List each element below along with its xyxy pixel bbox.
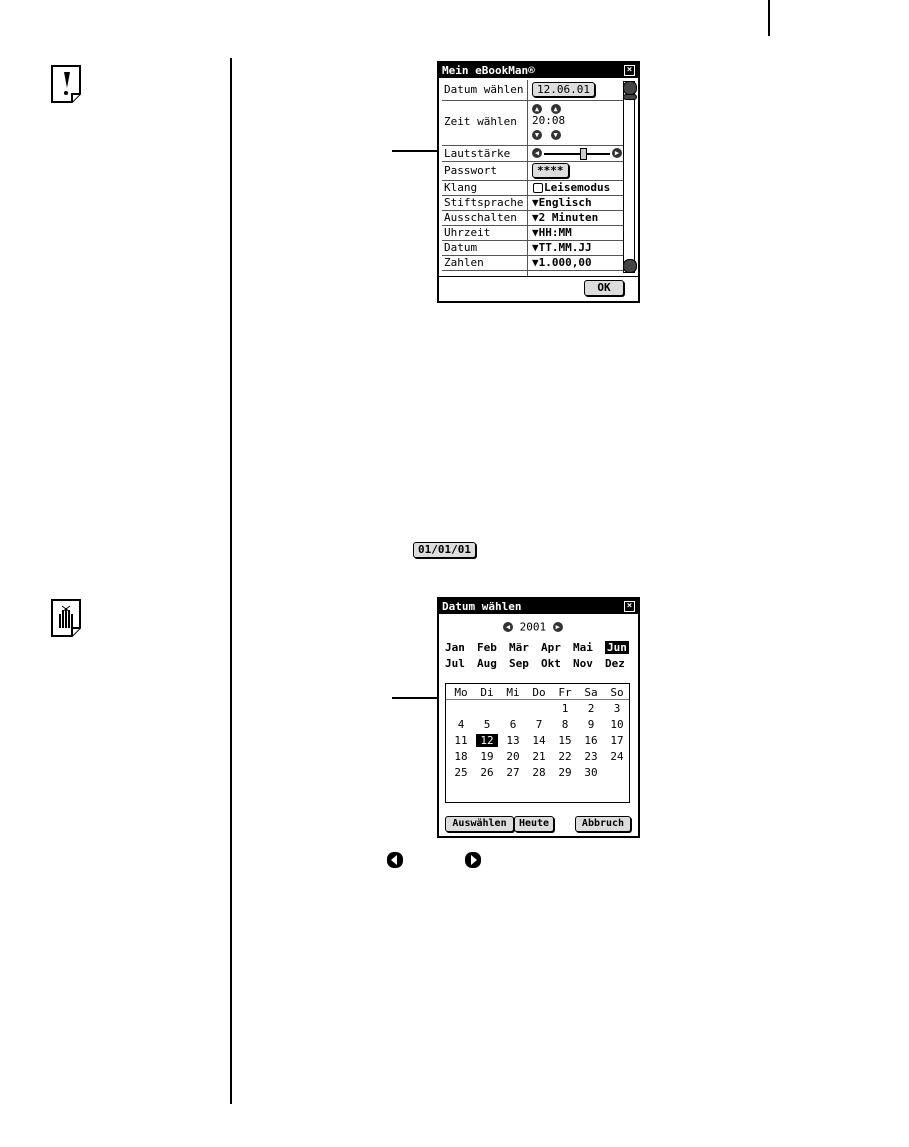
day-cell[interactable]: 15 <box>558 734 572 747</box>
day-cell[interactable]: 12 <box>476 734 498 747</box>
setting-label: Uhrzeit <box>444 226 491 239</box>
page-top-mark <box>768 0 770 36</box>
month-mär[interactable]: Mär <box>509 641 529 654</box>
month-okt[interactable]: Okt <box>541 657 561 670</box>
day-cell[interactable]: 19 <box>480 750 494 763</box>
today-button[interactable]: Heute <box>514 816 554 832</box>
date-button-example[interactable]: 01/01/01 <box>413 542 476 558</box>
day-cell[interactable]: 20 <box>506 750 520 763</box>
day-cell[interactable]: 24 <box>610 750 624 763</box>
month-jun[interactable]: Jun <box>607 641 627 654</box>
day-cell[interactable]: 21 <box>532 750 546 763</box>
year-label: 2001 <box>519 620 547 634</box>
day-cell[interactable]: 4 <box>457 718 465 731</box>
date-picker-window <box>437 597 640 838</box>
window-titlebar <box>439 63 638 78</box>
exclamation-note-icon <box>50 64 82 104</box>
setting-row-password <box>442 162 624 181</box>
day-cell[interactable]: 22 <box>558 750 572 763</box>
ok-button[interactable]: OK <box>584 280 624 296</box>
callout-line <box>392 150 438 152</box>
volume-down-icon[interactable]: ◀ <box>532 148 542 158</box>
setting-label: Datum <box>444 241 478 254</box>
weekday-label: Do <box>532 686 546 699</box>
weekday-label: Fr <box>558 686 572 699</box>
month-jul[interactable]: Jul <box>445 657 465 670</box>
setting-row-date <box>442 80 624 101</box>
setting-row-shutoff <box>442 211 624 226</box>
setting-row-pen-language <box>442 196 624 211</box>
settings-window <box>437 61 640 303</box>
day-cell[interactable]: 11 <box>454 734 468 747</box>
close-icon[interactable]: × <box>624 65 635 76</box>
year-selector <box>503 620 563 634</box>
setting-label: Passwort <box>444 164 497 177</box>
day-cell[interactable]: 29 <box>558 766 572 779</box>
close-icon[interactable]: × <box>624 601 635 612</box>
minute-down-icon[interactable]: ▼ <box>551 130 561 140</box>
volume-slider[interactable] <box>544 153 610 155</box>
weekday-label: So <box>610 686 624 699</box>
day-cell[interactable]: 7 <box>535 718 543 731</box>
setting-label: Klang <box>444 181 478 194</box>
setting-label: Stiftsprache <box>444 196 524 209</box>
setting-label: Zahlen <box>444 256 484 269</box>
prev-year-icon[interactable]: ◀ <box>503 622 513 632</box>
day-cell[interactable]: 6 <box>509 718 517 731</box>
month-mai[interactable]: Mai <box>573 641 593 654</box>
month-dez[interactable]: Dez <box>605 657 625 670</box>
day-cell[interactable]: 25 <box>454 766 468 779</box>
window-title: Mein eBookMan® <box>442 64 535 77</box>
column-divider <box>230 58 232 1104</box>
day-cell[interactable]: 30 <box>584 766 598 779</box>
hour-up-icon[interactable]: ▲ <box>532 104 542 114</box>
weekday-label: Di <box>480 686 494 699</box>
weekday-label: Mo <box>454 686 468 699</box>
next-year-icon[interactable]: ▶ <box>553 622 563 632</box>
cancel-button[interactable]: Abbruch <box>575 816 631 832</box>
setting-row-time-format <box>442 226 624 241</box>
setting-label: Lautstärke <box>444 147 511 160</box>
day-cell[interactable]: 16 <box>584 734 598 747</box>
day-cell[interactable]: 10 <box>610 718 624 731</box>
calendar-grid <box>445 683 630 803</box>
setting-row-volume <box>442 146 624 162</box>
day-cell[interactable]: 14 <box>532 734 546 747</box>
day-cell[interactable]: 1 <box>561 702 569 715</box>
day-cell[interactable]: 17 <box>610 734 624 747</box>
setting-row-number-format <box>442 256 624 271</box>
month-aug[interactable]: Aug <box>477 657 497 670</box>
setting-label: Zeit wählen <box>444 115 517 128</box>
setting-label: Datum wählen <box>444 83 524 96</box>
window-titlebar <box>439 599 638 614</box>
shutoff-dropdown[interactable]: ▼2 Minuten <box>532 211 599 224</box>
month-nov[interactable]: Nov <box>573 657 593 670</box>
left-arrow-icon <box>386 851 404 869</box>
scroll-down-icon[interactable] <box>623 259 637 273</box>
silent-mode-label: Leisemodus <box>544 181 611 194</box>
day-cell[interactable]: 28 <box>532 766 546 779</box>
day-cell[interactable]: 2 <box>587 702 595 715</box>
setting-row-date-format <box>442 241 624 256</box>
weekday-label: Mi <box>506 686 520 699</box>
day-cell[interactable]: 8 <box>561 718 569 731</box>
day-cell[interactable]: 18 <box>454 750 468 763</box>
day-cell[interactable]: 9 <box>587 718 595 731</box>
day-cell[interactable]: 26 <box>480 766 494 779</box>
password-button[interactable]: **** <box>532 163 569 178</box>
scrollbar[interactable] <box>623 81 635 273</box>
select-button[interactable]: Auswählen <box>445 816 514 832</box>
weekday-label: Sa <box>584 686 598 699</box>
month-apr[interactable]: Apr <box>541 641 561 654</box>
month-sep[interactable]: Sep <box>509 657 529 670</box>
silent-mode-checkbox[interactable] <box>533 183 543 193</box>
date-format-dropdown[interactable]: ▼TT.MM.JJ <box>532 241 592 254</box>
header-divider <box>446 699 629 700</box>
day-cell[interactable]: 5 <box>483 718 491 731</box>
footer-divider <box>439 276 638 277</box>
hour-down-icon[interactable]: ▼ <box>532 130 542 140</box>
number-format-dropdown[interactable]: ▼1.000,00 <box>532 256 592 269</box>
volume-thumb[interactable] <box>580 148 587 160</box>
time-format-dropdown[interactable]: ▼HH:MM <box>532 226 572 239</box>
day-cell[interactable]: 23 <box>584 750 598 763</box>
minute-up-icon[interactable]: ▲ <box>551 104 561 114</box>
day-cell[interactable]: 27 <box>506 766 520 779</box>
scroll-up-icon[interactable] <box>623 81 637 95</box>
right-arrow-icon <box>464 851 482 869</box>
day-cell[interactable]: 13 <box>506 734 520 747</box>
time-down-controls <box>532 128 561 141</box>
setting-label: Ausschalten <box>444 211 517 224</box>
date-select-button[interactable]: 12.06.01 <box>532 82 595 97</box>
volume-up-icon[interactable]: ▶ <box>612 148 622 158</box>
month-feb[interactable]: Feb <box>477 641 497 654</box>
callout-line <box>392 697 438 699</box>
time-value[interactable]: 20:08 <box>532 114 566 127</box>
scroll-thumb[interactable] <box>623 94 637 100</box>
setting-row-sound <box>442 181 624 196</box>
day-cell[interactable]: 3 <box>613 702 621 715</box>
month-jan[interactable]: Jan <box>445 641 465 654</box>
window-title: Datum wählen <box>442 600 522 613</box>
setting-row-time <box>442 101 624 146</box>
finger-note-icon <box>50 598 82 638</box>
pen-language-dropdown[interactable]: ▼Englisch <box>532 196 592 209</box>
